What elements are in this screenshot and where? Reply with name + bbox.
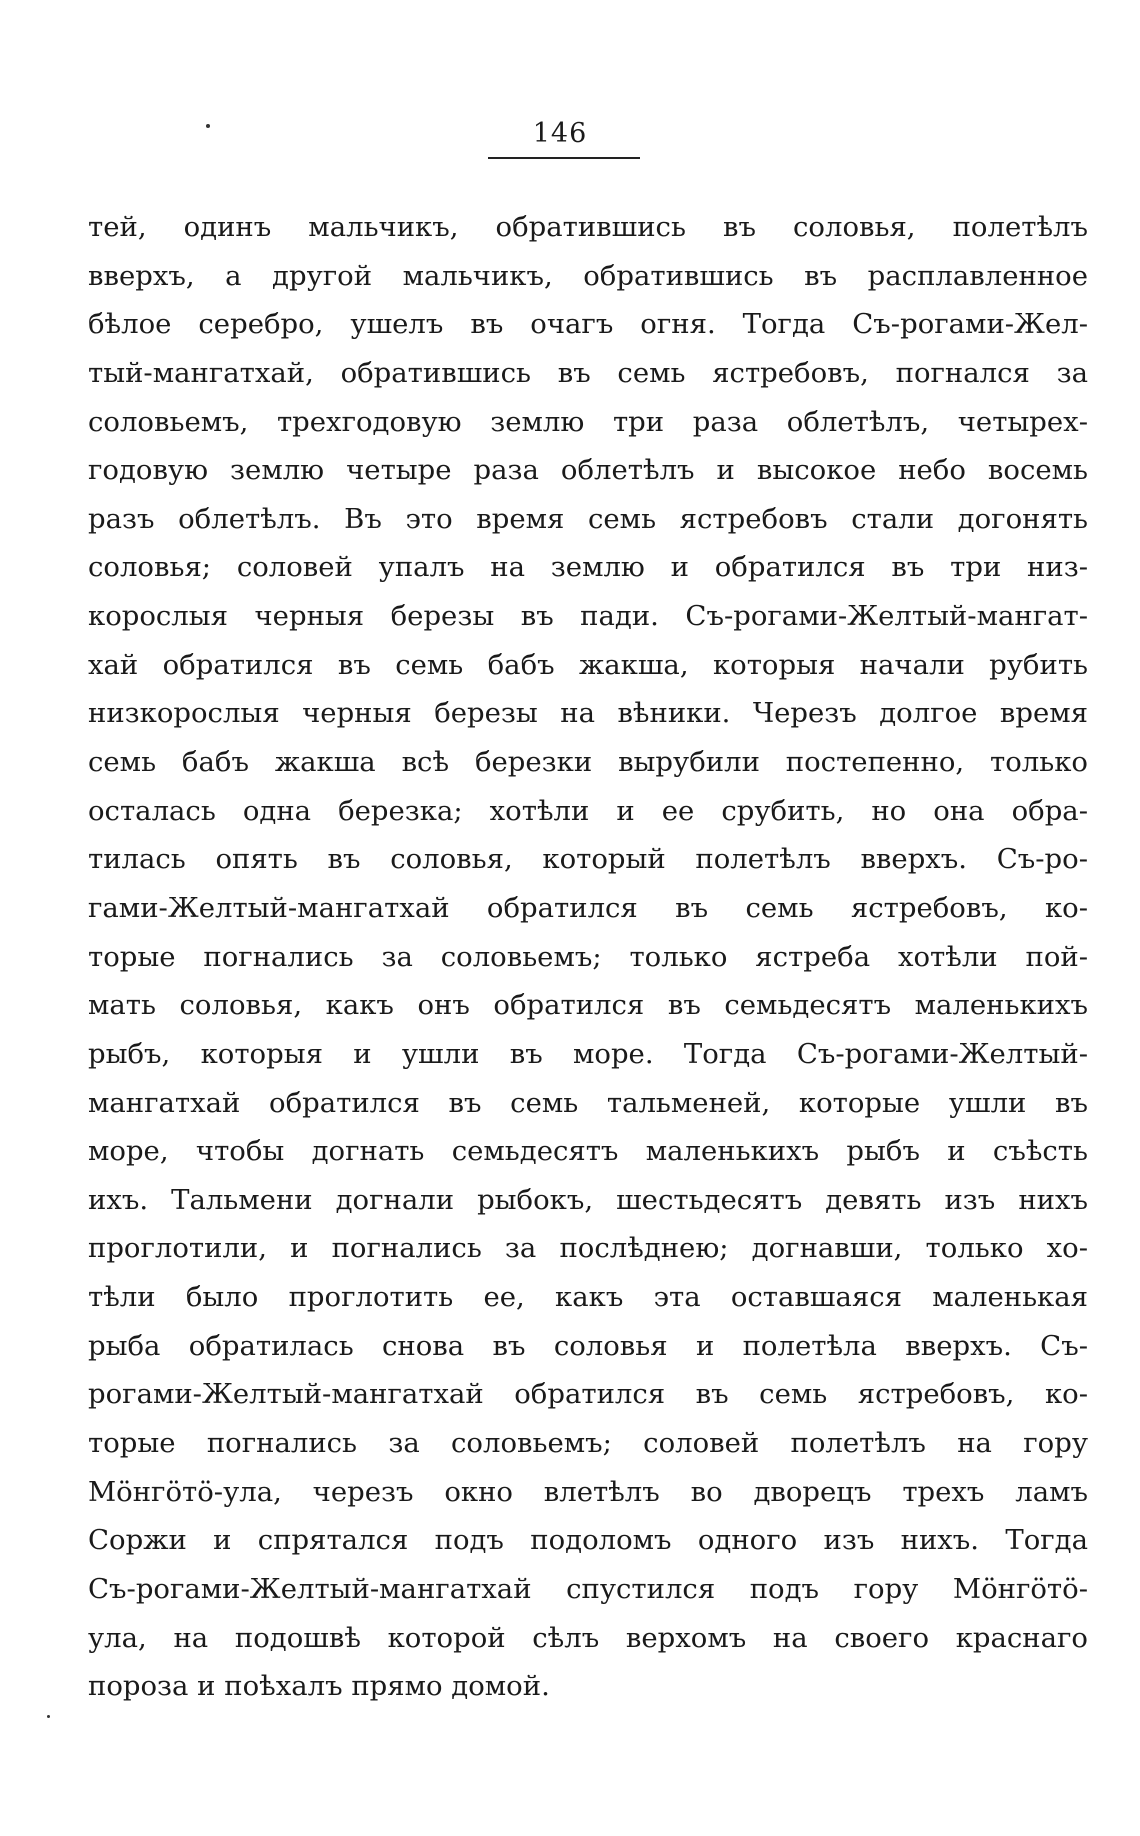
body-text <box>88 203 1088 1711</box>
text-line: рыба обратилась снова въ соловья и полетѣла вверхъ. Съ- <box>88 1329 1088 1362</box>
text-line: рогами-Желтый-мангатхай обратился въ семь ястребовъ, ко- <box>88 1378 1088 1411</box>
text-line: тый-мангатхай, обратившись въ семь ястребовъ, погнался за <box>88 356 1088 389</box>
text-line: мангатхай обратился въ семь тальменей, которые ушли въ <box>88 1086 1088 1119</box>
text-line: тилась опять въ соловья, который полетѣлъ вверхъ. Съ-ро- <box>88 843 1088 876</box>
text-line: Съ-рогами-Желтый-мангатхай спустился подъ гору Мöнгöтö- <box>88 1572 1088 1605</box>
text-line: тѣли было проглотить ее, какъ эта оставшаяся маленькая <box>88 1281 1088 1314</box>
text-line: корослыя черныя березы въ пади. Съ-рогами-Желтый-мангат- <box>88 600 1088 633</box>
text-line: ула, на подошвѣ которой сѣлъ верхомъ на своего краснаго <box>88 1621 1088 1654</box>
text-line: ихъ. Тальмени догнали рыбокъ, шестьдесятъ девять изъ нихъ <box>88 1183 1088 1216</box>
text-line: осталась одна березка; хотѣли и ее срубить, но она обра- <box>88 794 1088 827</box>
text-line: Мöнгöтö-ула, черезъ окно влетѣлъ во дворецъ трехъ ламъ <box>88 1475 1088 1508</box>
text-line: торые погнались за соловьемъ; соловей полетѣлъ на гору <box>88 1427 1088 1460</box>
text-line: вверхъ, а другой мальчикъ, обратившись въ расплавленное <box>88 259 1088 292</box>
text-line: проглотили, и погнались за послѣднею; догнавши, только хо- <box>88 1232 1088 1265</box>
text-line: семь бабъ жакша всѣ березки вырубили постепенно, только <box>88 746 1088 779</box>
scan-speck <box>206 124 210 128</box>
text-line-last: пороза и поѣхалъ прямо домой. <box>88 1670 550 1703</box>
page-number-rule <box>488 157 640 159</box>
text-line: гами-Желтый-мангатхай обратился въ семь ястребовъ, ко- <box>88 891 1088 924</box>
page-number: 146 <box>532 118 588 149</box>
text-line: рыбъ, которыя и ушли въ море. Тогда Съ-рогами-Желтый- <box>88 1037 1088 1070</box>
text-line: соловья; соловей упалъ на землю и обратился въ три низ- <box>88 551 1088 584</box>
text-line: море, чтобы догнать семьдесятъ маленькихъ рыбъ и съѣсть <box>88 1135 1088 1168</box>
text-line: тей, одинъ мальчикъ, обратившись въ соловья, полетѣлъ <box>88 211 1088 243</box>
text-line: торые погнались за соловьемъ; только ястреба хотѣли пой- <box>88 940 1088 973</box>
text-line: соловьемъ, трехгодовую землю три раза облетѣлъ, четырех- <box>88 405 1088 438</box>
text-line: мать соловья, какъ онъ обратился въ семьдесятъ маленькихъ <box>88 989 1088 1022</box>
text-line: разъ облетѣлъ. Въ это время семь ястребовъ стали догонять <box>88 502 1088 535</box>
scan-speck <box>47 1715 50 1718</box>
text-line: низкорослыя черныя березы на вѣники. Черезъ долгое время <box>88 697 1088 730</box>
text-line: хай обратился въ семь бабъ жакша, которыя начали рубить <box>88 648 1088 681</box>
text-line: Соржи и спрятался подъ подоломъ одного изъ нихъ. Тогда <box>88 1524 1088 1557</box>
text-line: бѣлое серебро, ушелъ въ очагъ огня. Тогда Съ-рогами-Жел- <box>88 308 1088 341</box>
text-line: годовую землю четыре раза облетѣлъ и высокое небо восемь <box>88 454 1088 487</box>
